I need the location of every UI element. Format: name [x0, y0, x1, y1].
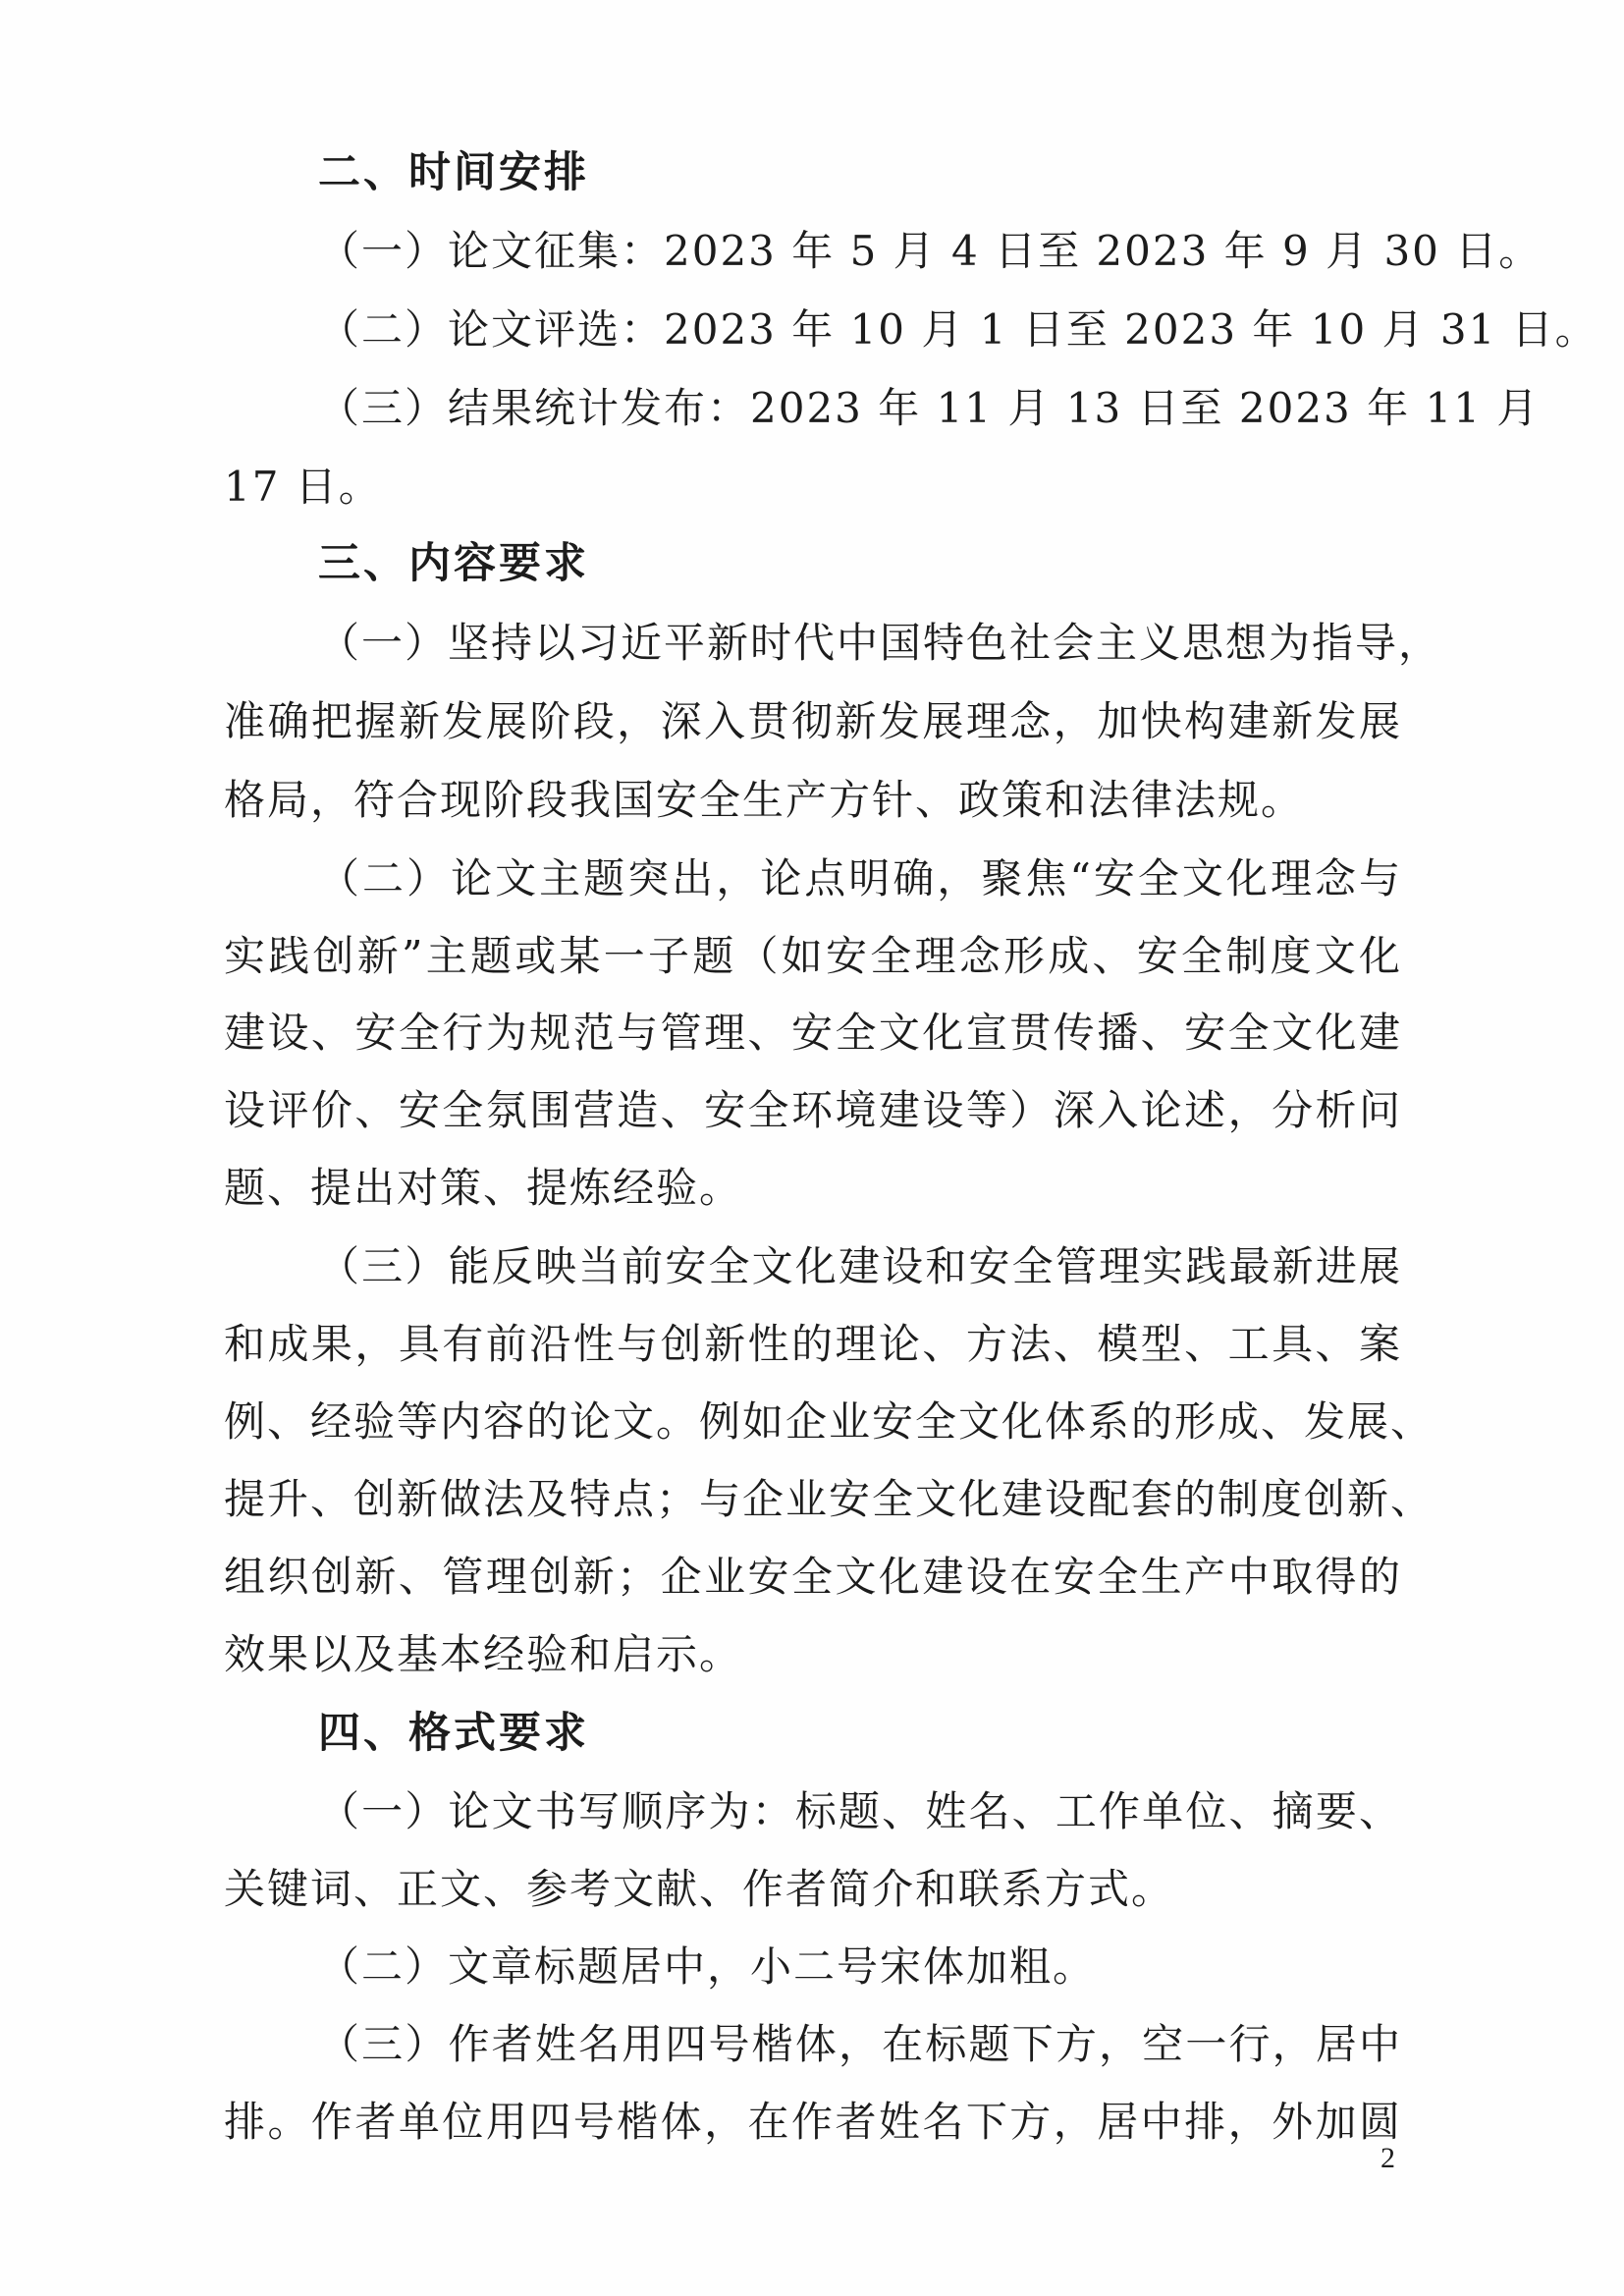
content-para-3-line-1: （三）能反映当前安全文化建设和安全管理实践最新进展: [318, 1242, 1402, 1290]
content-para-1-line-2: 准确把握新发展阶段，深入贯彻新发展理念，加快构建新发展: [224, 697, 1402, 745]
format-para-1-line-1: （一）论文书写顺序为：标题、姓名、工作单位、摘要、: [318, 1787, 1402, 1835]
content-para-2-line-4: 设评价、安全氛围营造、安全环境建设等）深入论述，分析问: [224, 1086, 1402, 1134]
content-para-3-line-6: 效果以及基本经验和启示。: [224, 1630, 743, 1678]
page-number: 2: [1380, 2142, 1395, 2174]
section-heading-content: 三、内容要求: [318, 539, 589, 588]
content-para-3-line-4: 提升、创新做法及特点；与企业安全文化建设配套的制度创新、: [224, 1475, 1435, 1523]
content-para-3-line-5: 组织创新、管理创新；企业安全文化建设在安全生产中取得的: [224, 1553, 1402, 1601]
format-para-3-line-1: （三）作者姓名用四号楷体，在标题下方，空一行，居中: [318, 2020, 1402, 2068]
schedule-item-2: （二）论文评选：2023 年 10 月 1 日至 2023 年 10 月 31 日。: [318, 305, 1598, 354]
content-para-2-line-5: 题、提出对策、提炼经验。: [224, 1164, 743, 1212]
section-heading-format: 四、格式要求: [318, 1709, 589, 1758]
schedule-item-3-line-1: （三）结果统计发布：2023 年 11 月 13 日至 2023 年 11 月: [318, 384, 1541, 432]
content-para-1-line-1: （一）坚持以习近平新时代中国特色社会主义思想为指导，: [318, 619, 1442, 667]
content-para-1-line-3: 格局，符合现阶段我国安全生产方针、政策和法律法规。: [224, 776, 1305, 824]
content-para-3-line-3: 例、经验等内容的论文。例如企业安全文化体系的形成、发展、: [224, 1397, 1435, 1446]
schedule-item-3-line-2: 17 日。: [224, 463, 382, 511]
format-para-3-line-2: 排。作者单位用四号楷体，在作者姓名下方，居中排，外加圆: [224, 2098, 1402, 2146]
format-para-2-line-1: （二）文章标题居中，小二号宋体加粗。: [318, 1942, 1097, 1991]
content-para-2-line-2: 实践创新”主题或某一子题（如安全理念形成、安全制度文化: [224, 932, 1402, 980]
content-para-2-line-1: （二）论文主题突出，论点明确，聚焦“安全文化理念与: [318, 854, 1402, 902]
content-para-2-line-3: 建设、安全行为规范与管理、安全文化宣贯传播、安全文化建: [224, 1009, 1402, 1057]
schedule-item-1: （一）论文征集：2023 年 5 月 4 日至 2023 年 9 月 30 日。: [318, 227, 1543, 275]
section-heading-schedule: 二、时间安排: [318, 148, 589, 197]
content-para-3-line-2: 和成果，具有前沿性与创新性的理论、方法、模型、工具、案: [224, 1320, 1402, 1368]
format-para-1-line-2: 关键词、正文、参考文献、作者简介和联系方式。: [224, 1865, 1175, 1913]
